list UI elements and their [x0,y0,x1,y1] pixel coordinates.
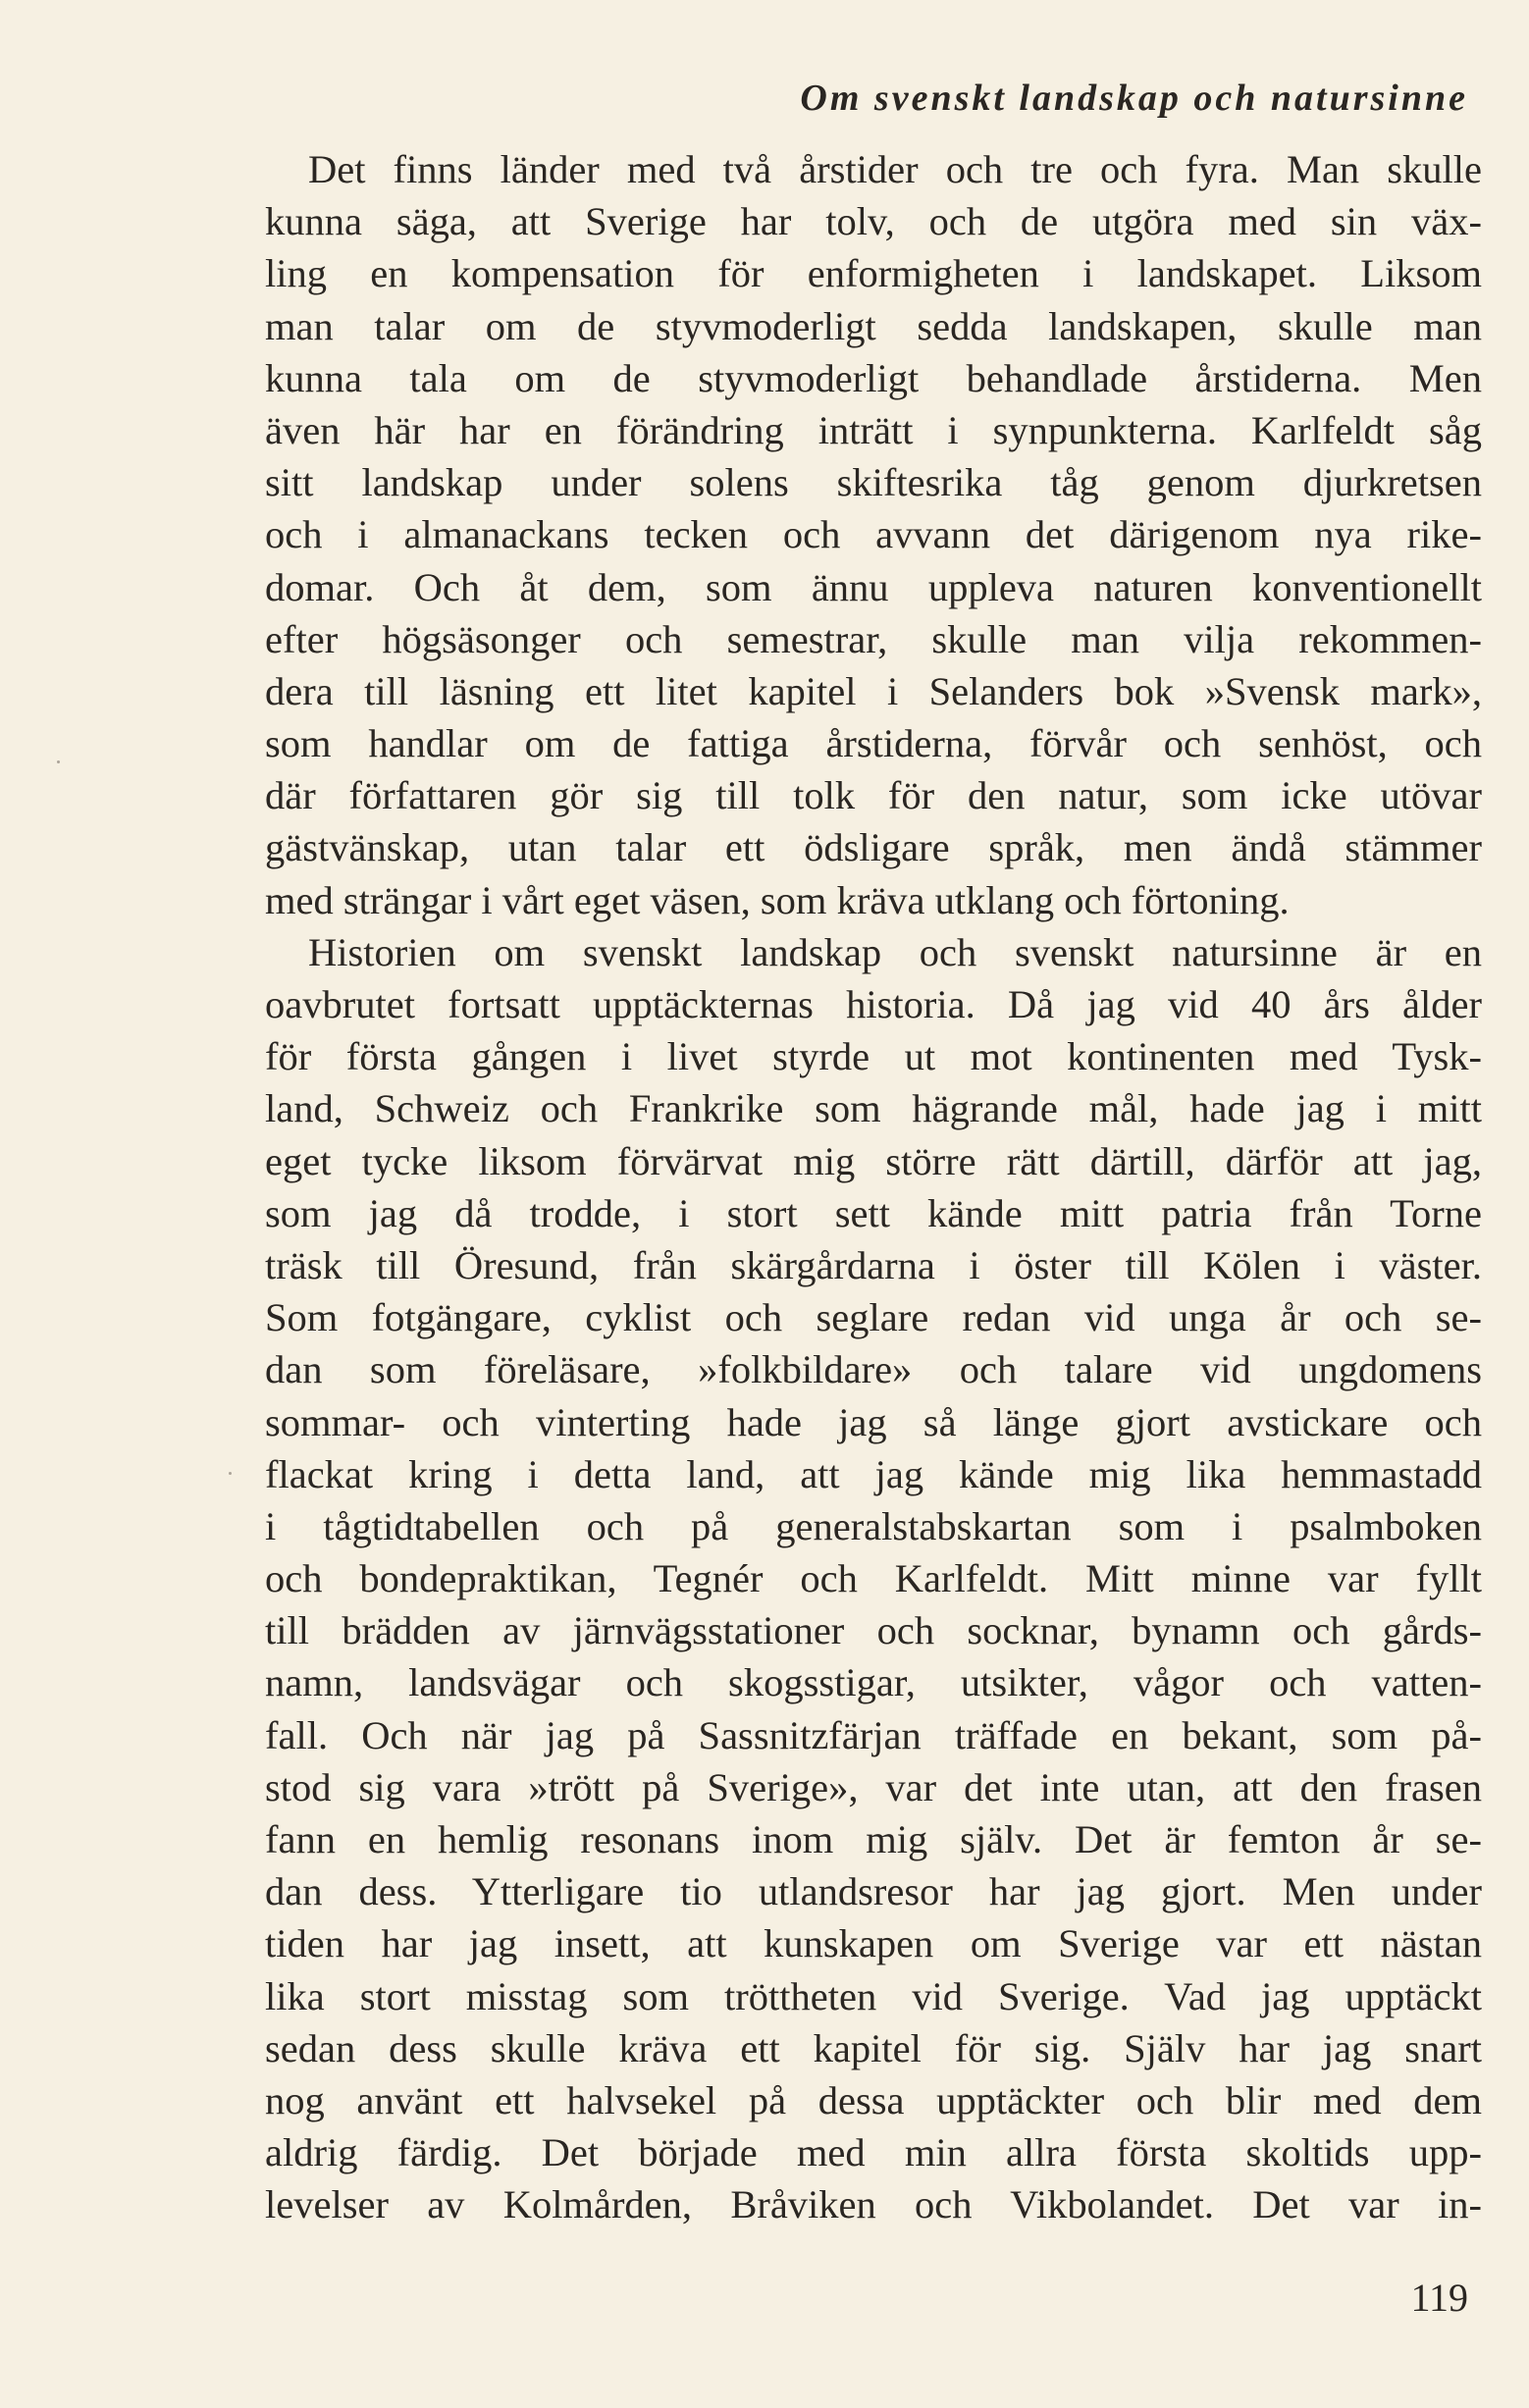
text-line: kunna säga, att Sverige har tolv, och de utgöra med sin väx- [265,199,1482,244]
text-line: tiden har jag insett, att kunskapen om Sverige var ett nästan [265,1921,1482,1966]
text-line: för första gången i livet styrde ut mot kontinenten med Tysk- [265,1034,1482,1079]
text-line: levelser av Kolmården, Bråviken och Vikbolandet. Det var in- [265,2182,1482,2227]
text-line: namn, landsvägar och skogsstigar, utsikter, vågor och vatten- [265,1660,1482,1705]
paper-speck [229,1472,232,1475]
text-line: fann en hemlig resonans inom mig själv. Det är femton år se- [265,1817,1482,1861]
text-line: dan dess. Ytterligare tio utlandsresor har jag gjort. Men under [265,1869,1482,1914]
text-line: med strängar i vårt eget väsen, som kräva utklang och förtoning. [265,877,1290,922]
text-line: sommar- och vinterting hade jag så länge gjort avstickare och [265,1399,1482,1444]
text-line: dan som föreläsare, »folkbildare» och talare vid ungdomens [265,1347,1482,1392]
paper-speck [57,760,60,763]
running-head: Om svenskt landskap och natursinne [800,78,1468,119]
text-line: även här har en förändring inträtt i synpunkterna. Karlfeldt såg [265,407,1482,452]
text-line: som handlar om de fattiga årstiderna, förvår och senhöst, och [265,721,1482,766]
text-line: oavbrutet fortsatt upptäckternas historia. Då jag vid 40 års ålder [265,982,1482,1026]
text-line: Som fotgängare, cyklist och seglare redan vid unga år och se- [265,1295,1482,1340]
text-line: och bondepraktikan, Tegnér och Karlfeldt. Mitt minne var fyllt [265,1556,1482,1601]
text-line: lika stort misstag som tröttheten vid Sverige. Vad jag upptäckt [265,1973,1482,2018]
text-line: domar. Och åt dem, som ännu uppleva naturen konventionellt [265,564,1482,609]
text-line: och i almanackans tecken och avvann det därigenom nya rike- [265,512,1482,557]
text-line: land, Schweiz och Frankrike som hägrande mål, hade jag i mitt [265,1086,1482,1131]
text-line: aldrig färdig. Det började med min allra första skoltids upp- [265,2130,1482,2175]
text-line: eget tycke liksom förvärvat mig större rätt därtill, därför att jag, [265,1138,1482,1183]
page-number: 119 [1410,2276,1468,2320]
text-line: man talar om de styvmoderligt sedda landskapen, skulle man [265,303,1482,348]
text-line: Det finns länder med två årstider och tre och fyra. Man skulle [308,147,1482,191]
text-line: träsk till Öresund, från skärgårdarna i öster till Kölen i väster. [265,1242,1482,1287]
text-line: dera till läsning ett litet kapitel i Selanders bok »Svensk mark», [265,668,1482,713]
text-line: Historien om svenskt landskap och svenskt natursinne är en [308,929,1482,974]
text-line: som jag då trodde, i stort sett kände mitt patria från Torne [265,1190,1482,1235]
text-line: flackat kring i detta land, att jag kände mig lika hemmastadd [265,1451,1482,1496]
body-text [265,143,1482,2231]
text-line: sitt landskap under solens skiftesrika tåg genom djurkretsen [265,460,1482,505]
text-line: nog använt ett halvsekel på dessa upptäckter och blir med dem [265,2077,1482,2122]
text-line: efter högsäsonger och semestrar, skulle man vilja rekommen- [265,616,1482,661]
text-line: ling en kompensation för enformigheten i landskapet. Liksom [265,251,1482,296]
text-line: fall. Och när jag på Sassnitzfärjan träffade en bekant, som på- [265,1712,1482,1757]
text-line: kunna tala om de styvmoderligt behandlade årstiderna. Men [265,355,1482,400]
text-line: till brädden av järnvägsstationer och socknar, bynamn och gårds- [265,1608,1482,1653]
text-line: sedan dess skulle kräva ett kapitel för sig. Själv har jag snart [265,2025,1482,2070]
text-line: gästvänskap, utan talar ett ödsligare språk, men ändå stämmer [265,825,1482,870]
text-line: i tågtidtabellen och på generalstabskartan som i psalmboken [265,1503,1482,1548]
text-line: stod sig vara »trött på Sverige», var det inte utan, att den frasen [265,1764,1482,1809]
text-line: där författaren gör sig till tolk för den natur, som icke utövar [265,773,1482,818]
